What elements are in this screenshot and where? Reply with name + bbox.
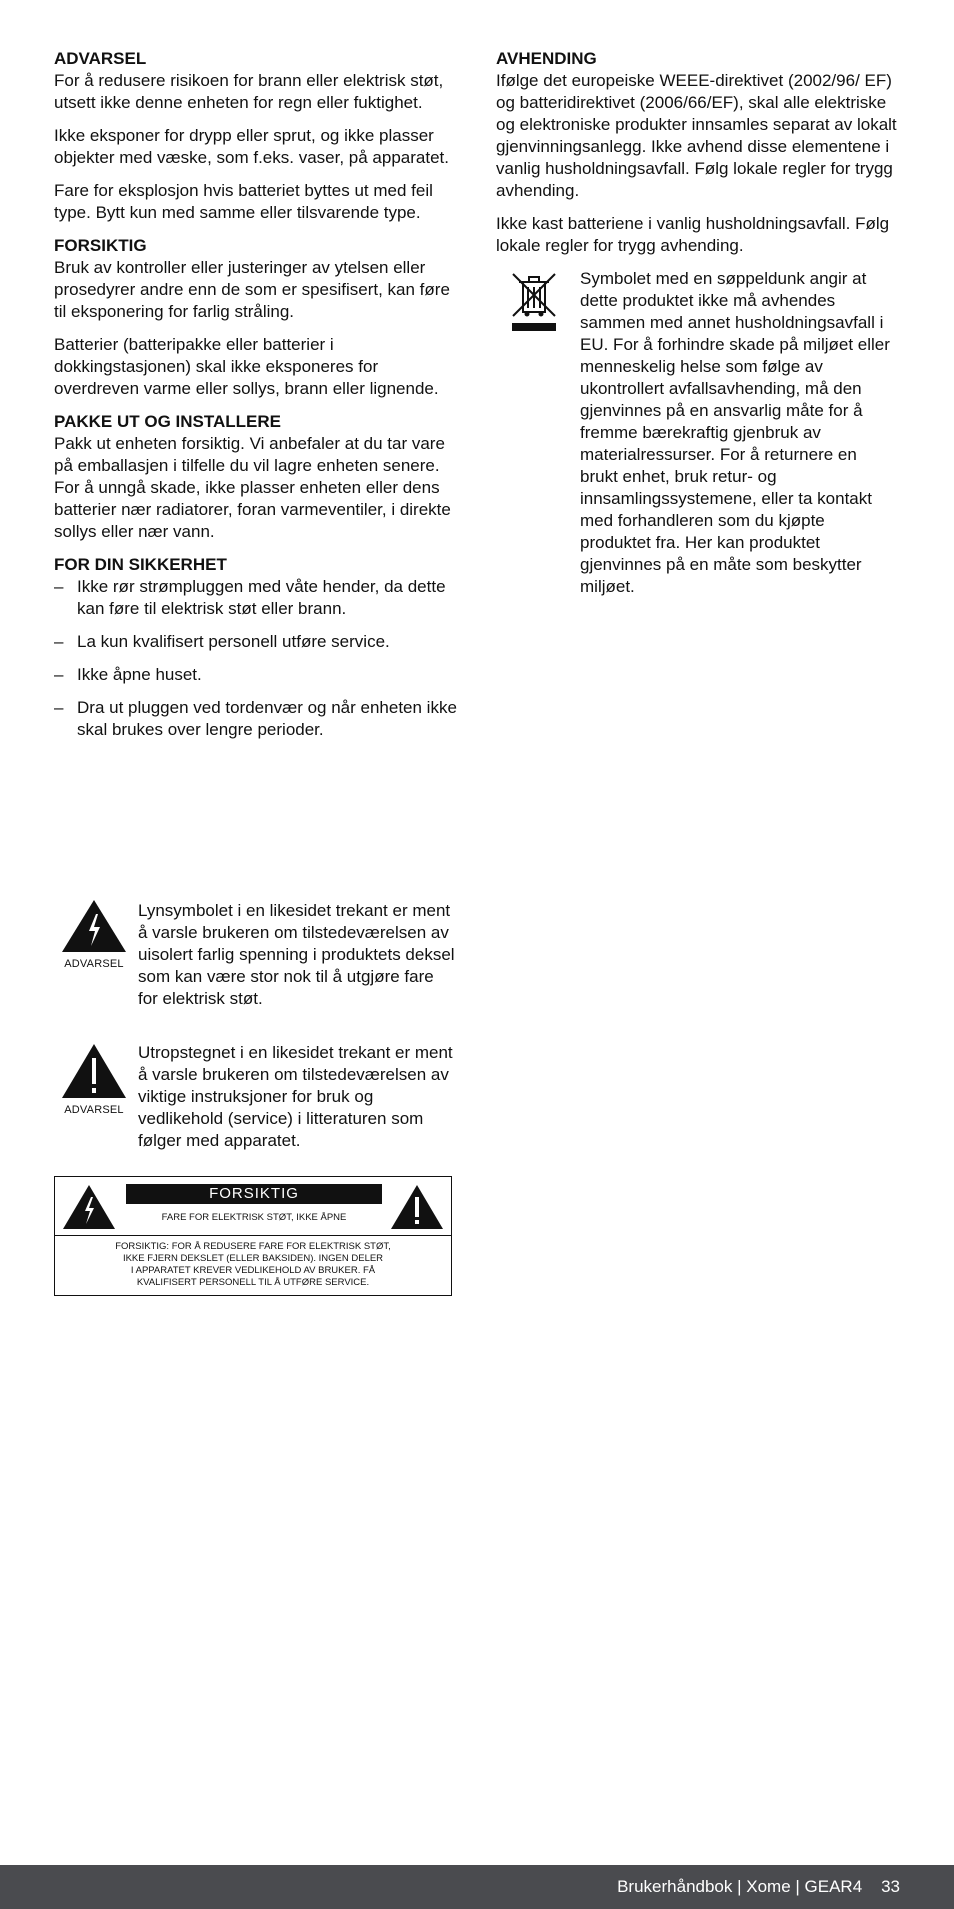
section-title: ADVARSEL [54,49,147,68]
page-footer [0,1865,954,1909]
section-forsiktig [54,235,462,400]
dash-bullet: – [54,632,64,651]
lightning-triangle-icon [63,1185,115,1234]
section-title: AVHENDING [496,49,597,68]
section-pakke-ut [54,411,462,543]
exclamation-triangle-icon [391,1185,443,1234]
icon-caption: ADVARSEL [64,958,124,970]
paragraph: Ikke eksponer for drypp eller sprut, og ikke plasser objekter med væske, som f.eks. vaser, på apparatet. [54,126,449,167]
dash-bullet: – [54,665,64,684]
right-column [496,48,902,598]
list-item-text: Ikke rør strømpluggen med våte hender, da dette kan føre til elektrisk støt eller brann. [77,577,446,618]
section-advarsel [54,48,462,224]
section-title: PAKKE UT OG INSTALLERE [54,412,281,431]
page-number: 33 [881,1877,900,1896]
list-item [54,631,462,653]
safety-list [54,576,462,741]
section-title: FOR DIN SIKKERHET [54,555,227,574]
caution-line: FORSIKTIG: FOR Å REDUSERE FARE FOR ELEKTRISK STØT, [115,1241,391,1252]
paragraph: For å redusere risikoen for brann eller elektrisk støt, utsett ikke denne enheten for regn eller fuktighet. [54,71,444,112]
weee-notice [496,268,902,598]
list-item [54,697,462,741]
caution-subtitle: FARE FOR ELEKTRISK STØT, IKKE ÅPNE [161,1212,347,1223]
paragraph: Ifølge det europeiske WEEE-direktivet (2002/96/ EF) og batteridirektivet (2006/66/EF), skal alle elektriske og elektroniske produkter innsamles separat av lokalt gjenvinningsanlegg. Ikke avhend disse elementene i vanlig husholdningsavfall. Følg lokale regler for trygg avhending. [496,71,897,200]
lightning-warning-icon [54,900,134,1010]
caution-title: FORSIKTIG [126,1184,382,1204]
lightning-symbol-block [54,900,462,1010]
list-item-text: Ikke åpne huset. [77,665,202,684]
list-item [54,576,462,620]
caution-line: KVALIFISERT PERSONELL TIL Å UTFØRE SERVICE. [136,1277,370,1288]
caution-label-header [55,1177,451,1236]
exclamation-description: Utropstegnet i en likesidet trekant er ment å varsle brukeren om tilstedeværelsen av viktige instruksjoner for bruk og vedlikehold (service) i litteraturen som følger med apparatet. [138,1043,453,1150]
paragraph: Bruk av kontroller eller justeringer av ytelsen eller prosedyrer andre enn de som er spesifisert, kan føre til eksponering for farlig stråling. [54,258,450,321]
crossed-wheelie-bin-icon [510,268,566,598]
caution-line: IKKE FJERN DEKSLET (ELLER BAKSIDEN). INGEN DELER [122,1253,384,1264]
paragraph: Batterier (batteripakke eller batterier i dokkingstasjonen) skal ikke eksponeres for overdreven varme eller sollys, brann eller lignende. [54,335,439,398]
paragraph: Fare for eksplosjon hvis batteriet byttes ut med feil type. Bytt kun med samme eller tilsvarende type. [54,181,433,222]
list-item-text: Dra ut pluggen ved tordenvær og når enheten ikke skal brukes over lengre perioder. [77,698,457,739]
dash-bullet: – [54,698,64,717]
list-item-text: La kun kvalifisert personell utføre service. [77,632,390,651]
section-avhending [496,48,902,598]
lightning-description: Lynsymbolet i en likesidet trekant er ment å varsle brukeren om tilstedeværelsen av uisolert farlig spenning i produktets deksel som kan være stor nok til å utgjøre fare for elektrisk støt. [138,901,455,1008]
paragraph: Pakk ut enheten forsiktig. Vi anbefaler at du tar vare på emballasjen i tilfelle du vil lagre enheten senere. For å unngå skade, ikke plasser enheten eller dens batterier nær radiatorer, foran varmeventiler, i direkte sollys eller nær vann. [54,434,451,541]
caution-body [55,1236,451,1289]
section-title: FORSIKTIG [54,236,147,255]
paragraph: Ikke kast batteriene i vanlig husholdningsavfall. Følg lokale regler for trygg avhending. [496,214,890,255]
section-sikkerhet [54,554,462,741]
exclamation-warning-icon [54,1042,134,1152]
left-column [54,48,462,752]
icon-caption: ADVARSEL [64,1104,124,1116]
caution-label [54,1176,452,1296]
footer-text [617,1876,900,1898]
footer-title: Brukerhåndbok | Xome | GEAR4 [617,1877,863,1896]
caution-line: I APPARATET KREVER VEDLIKEHOLD AV BRUKER. FÅ [130,1265,376,1276]
exclamation-symbol-block [54,1042,462,1152]
weee-text: Symbolet med en søppeldunk angir at dette produktet ikke må avhendes sammen med annet husholdningsavfall i EU. For å forhindre skade på miljøet eller menneskelig helse som følge av ukontrollert avfallsavhending, må den gjenvinnes på en ansvarlig måte for å fremme bærekraftig gjenbruk av materialressurser. For å returnere en brukt enhet, bruk retur- og innsamlingssystemene, eller ta kontakt med forhandleren som du kjøpte produktet fra. Her kan produktet gjenvinnes på en måte som beskytter miljøet. [580,269,890,596]
dash-bullet: – [54,577,64,596]
list-item [54,664,462,686]
